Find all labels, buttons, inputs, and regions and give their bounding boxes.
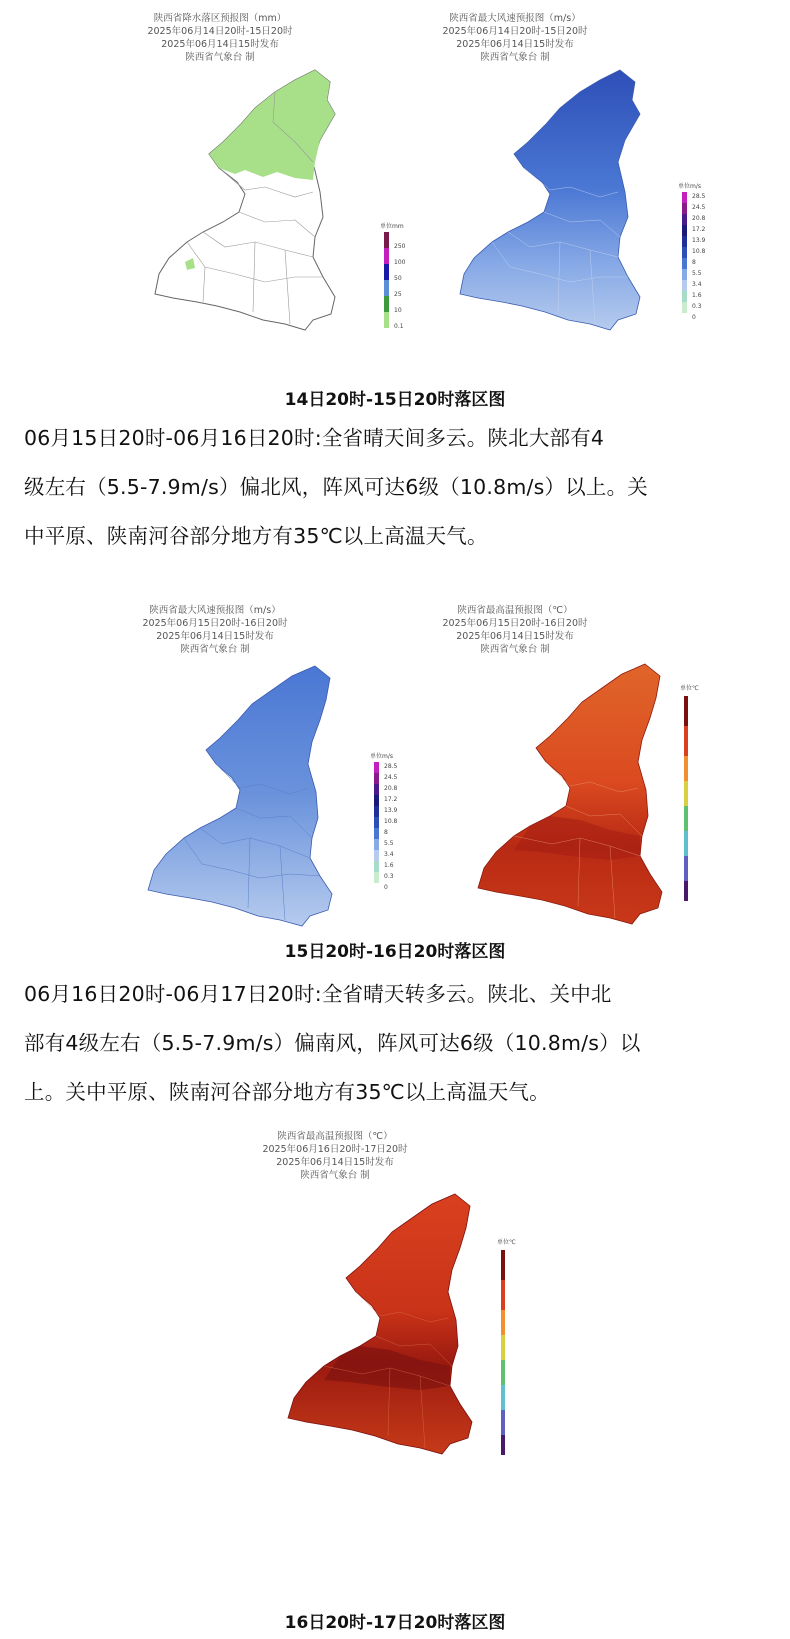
map5-valid: 2025年06月16日20时-17日20时 (262, 1144, 408, 1155)
map3-legend (370, 752, 410, 902)
map1-legend-label: 10 (394, 307, 402, 314)
map2-producer: 陕西省气象台 制 (480, 52, 550, 63)
map2-wind-map (450, 62, 710, 352)
map3-legend-label: 13.9 (384, 807, 398, 814)
paragraph-1-line: 级左右（5.5-7.9m/s）偏北风，阵风可达6级（10.8m/s）以上。关 (24, 475, 649, 499)
map3-legend-label: 28.5 (384, 763, 398, 770)
map3-legend-label: 0.3 (384, 873, 394, 880)
map4-issued: 2025年06月14日15时发布 (456, 631, 574, 642)
map2-valid: 2025年06月14日20时-15日20时 (442, 26, 588, 37)
map1-producer: 陕西省气象台 制 (185, 52, 255, 63)
map3-legend-label: 3.4 (384, 851, 394, 858)
map2-title-block (430, 12, 600, 64)
map3-issued: 2025年06月14日15时发布 (156, 631, 274, 642)
map1-issued: 2025年06月14日15时发布 (161, 39, 279, 50)
map3-legend-label: 10.8 (384, 818, 398, 825)
map3-valid: 2025年06月15日20时-16日20时 (142, 618, 288, 629)
map3-legend-label: 5.5 (384, 840, 394, 847)
map2-legend-unit: 单位m/s (678, 183, 701, 190)
map1-legend-label: 250 (394, 243, 406, 250)
map1-legend (380, 222, 420, 342)
map4-valid: 2025年06月15日20时-16日20时 (442, 618, 588, 629)
map2-legend-label: 3.4 (692, 281, 702, 288)
caption-2: 15日20时-16日20时落区图 (284, 942, 506, 962)
map4-legend (680, 684, 710, 904)
map3-legend-label: 0 (384, 884, 388, 891)
map2-legend-label: 10.8 (692, 248, 706, 255)
map2-legend-label: 0.3 (692, 303, 702, 310)
paragraph-1-line: 06月15日20时-06月16日20时:全省晴天间多云。陕北大部有4 (24, 426, 605, 450)
map1-legend-label: 25 (394, 291, 402, 298)
map1-title-block (135, 12, 305, 64)
map2-legend-label: 24.5 (692, 204, 706, 211)
map3-title: 陕西省最大风速预报图（m/s） (149, 605, 281, 616)
map3-legend-label: 1.6 (384, 862, 394, 869)
paragraph-2-line: 上。关中平原、陕南河谷部分地方有35℃以上高温天气。 (24, 1080, 550, 1104)
map1-legend-unit: 单位mm (380, 223, 404, 230)
map3-legend-label: 8 (384, 829, 388, 836)
map2-issued: 2025年06月14日15时发布 (456, 39, 574, 50)
map2-title: 陕西省最大风速预报图（m/s） (449, 13, 581, 24)
map5-temperature-map (250, 1190, 510, 1480)
map1-precipitation-map (145, 62, 405, 352)
map2-legend-label: 1.6 (692, 292, 702, 299)
map3-producer: 陕西省气象台 制 (180, 644, 250, 655)
map5-producer: 陕西省气象台 制 (300, 1170, 370, 1181)
caption-3: 16日20时-17日20时落区图 (284, 1613, 506, 1633)
map1-rain-area (209, 70, 335, 180)
paragraph-2-line: 06月16日20时-06月17日20时:全省晴天转多云。陕北、关中北 (24, 982, 612, 1006)
map2-legend-label: 17.2 (692, 226, 706, 233)
map5-legend (497, 1238, 527, 1458)
map5-title: 陕西省最高温预报图（℃） (277, 1131, 393, 1142)
map4-title: 陕西省最高温预报图（℃） (457, 605, 573, 616)
map1-valid: 2025年06月14日20时-15日20时 (147, 26, 293, 37)
map5-issued: 2025年06月14日15时发布 (276, 1157, 394, 1168)
paragraph-1-line: 中平原、陕南河谷部分地方有35℃以上高温天气。 (24, 524, 488, 548)
map3-legend-unit: 单位m/s (370, 753, 393, 760)
map5-legend-unit: 单位℃ (497, 1239, 516, 1246)
map4-legend-unit: 单位℃ (680, 685, 699, 692)
paragraph-2 (24, 976, 776, 1110)
paragraph-2-line: 部有4级左右（5.5-7.9m/s）偏南风，阵风可达6级（10.8m/s）以 (24, 1031, 641, 1055)
caption-1: 14日20时-15日20时落区图 (284, 390, 506, 410)
map3-legend-label: 24.5 (384, 774, 398, 781)
map2-legend-label: 8 (692, 259, 696, 266)
map4-producer: 陕西省气象台 制 (480, 644, 550, 655)
map2-legend (678, 182, 718, 332)
map2-legend-label: 20.8 (692, 215, 706, 222)
map1-legend-label: 100 (394, 259, 406, 266)
map4-temperature-map (440, 660, 700, 950)
paragraph-1 (24, 420, 776, 554)
map5-title-block (250, 1130, 420, 1182)
map2-legend-label: 13.9 (692, 237, 706, 244)
map1-title: 陕西省降水落区预报图（mm） (153, 13, 287, 24)
map1-legend-label: 0.1 (394, 323, 404, 330)
map3-legend-label: 20.8 (384, 785, 398, 792)
map3-legend-label: 17.2 (384, 796, 398, 803)
map3-title-block (130, 604, 300, 656)
map4-title-block (430, 604, 600, 656)
map2-legend-label: 0 (692, 314, 696, 321)
map2-legend-label: 28.5 (692, 193, 706, 200)
map3-wind-map (140, 660, 400, 950)
map2-legend-label: 5.5 (692, 270, 702, 277)
map1-legend-label: 50 (394, 275, 402, 282)
